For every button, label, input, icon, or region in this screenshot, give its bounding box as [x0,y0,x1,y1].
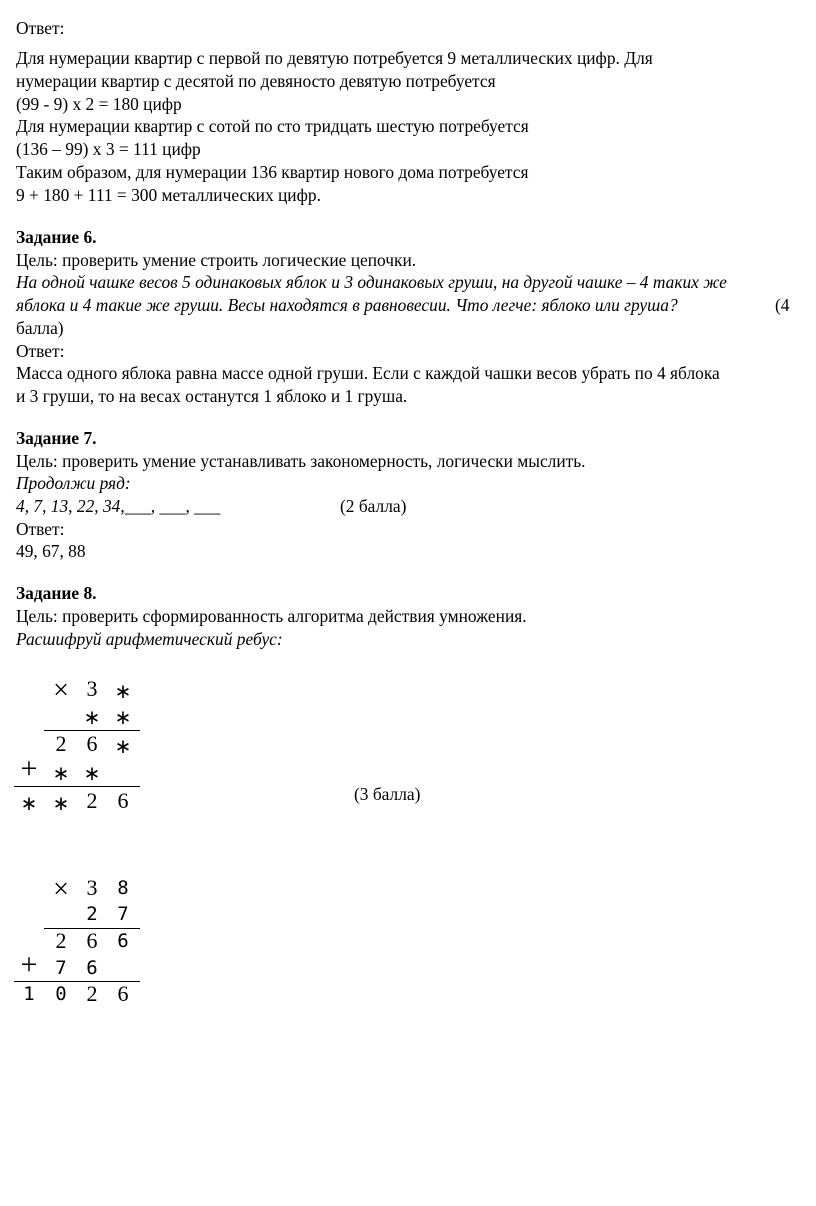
task8-title: Задание 8. [16,583,97,603]
puzzle-asterisk: ∗ [52,761,70,785]
solution-digit: 6 [86,957,98,979]
task7-answer: 49, 67, 88 [16,541,86,561]
task7-goal: Цель: проверить умение устанавливать закономерность, логически мыслить. [16,451,586,471]
answer5-line-4: Для нумерации квартир с сотой по сто тридцать шестую потребуется [16,116,529,136]
task8-prompt: Расшифруй арифметический ребус: [16,629,283,649]
rebus-solution [0,875,150,1025]
answer5-line-7: 9 + 180 + 111 = 300 металлических цифр. [16,185,321,205]
answer5-line-5: (136 – 99) х 3 = 111 цифр [16,139,201,159]
solution-digit: 7 [117,903,129,925]
task7-sequence: 4, 7, 13, 22, 34,___, ___, ___ [16,496,221,516]
puzzle-digit: 2 [55,731,67,756]
task7-prompt: Продолжи ряд: [16,473,131,493]
solution-digit: 7 [55,957,67,979]
answer5-line-3: (99 - 9) х 2 = 180 цифр [16,94,182,114]
puzzle-digit: 6 [117,788,129,813]
rebus-puzzle [0,676,150,826]
task6-points-cont: балла) [16,318,64,338]
task6-question-line-2: яблока и 4 такие же груши. Весы находятся в равновесии. Что легче: яблоко или груша? [16,295,678,315]
puzzle-asterisk: ∗ [83,761,101,785]
solution-digit: 6 [86,928,98,953]
multiply-sign: × [53,874,69,905]
task7-answer-label: Ответ: [16,519,65,539]
answer5-line-2: нумерации квартир с десятой по девяносто девятую потребуется [16,71,496,91]
solution-digit: 8 [117,877,129,899]
sum-line [14,786,140,787]
puzzle-asterisk: ∗ [114,679,132,703]
puzzle-asterisk: ∗ [20,791,38,815]
puzzle-asterisk: ∗ [114,734,132,758]
solution-digit: 2 [55,928,67,953]
puzzle-asterisk: ∗ [83,705,101,729]
puzzle-asterisk: ∗ [114,705,132,729]
task6-points: (4 [775,295,790,315]
multiply-sign: × [53,675,69,706]
solution-digit: 3 [86,875,98,900]
plus-sign: + [20,752,38,785]
task6-answer-label: Ответ: [16,341,65,361]
task7-points: (2 балла) [340,496,407,516]
answer5-line-1: Для нумерации квартир с первой по девятую потребуется 9 металлических цифр. Для [16,48,653,68]
puzzle-digit: 2 [86,788,98,813]
solution-digit: 0 [55,983,67,1005]
task6-goal: Цель: проверить умение строить логические цепочки. [16,250,417,270]
task7-title: Задание 7. [16,428,97,448]
task8-goal: Цель: проверить сформированность алгоритма действия умножения. [16,606,527,626]
puzzle-digit: 3 [86,676,98,701]
puzzle-asterisk: ∗ [52,791,70,815]
task8-points: (3 балла) [354,784,421,804]
answer5-line-6: Таким образом, для нумерации 136 квартир нового дома потребуется [16,162,529,182]
plus-sign: + [20,948,38,981]
solution-digit: 6 [117,930,129,952]
puzzle-digit: 6 [86,731,98,756]
answer5-label: Ответ: [16,18,65,38]
task6-question-line-1: На одной чашке весов 5 одинаковых яблок и 3 одинаковых груши, на другой чашке – 4 таких же [16,272,727,292]
solution-digit: 1 [23,983,35,1005]
task6-title: Задание 6. [16,227,97,247]
solution-digit: 2 [86,903,98,925]
task6-answer-line-1: Масса одного яблока равна массе одной груши. Если с каждой чашки весов убрать по 4 яблока [16,363,720,383]
task6-answer-line-2: и 3 груши, то на весах останутся 1 яблоко и 1 груша. [16,386,408,406]
solution-digit: 6 [117,981,129,1006]
solution-digit: 2 [86,981,98,1006]
